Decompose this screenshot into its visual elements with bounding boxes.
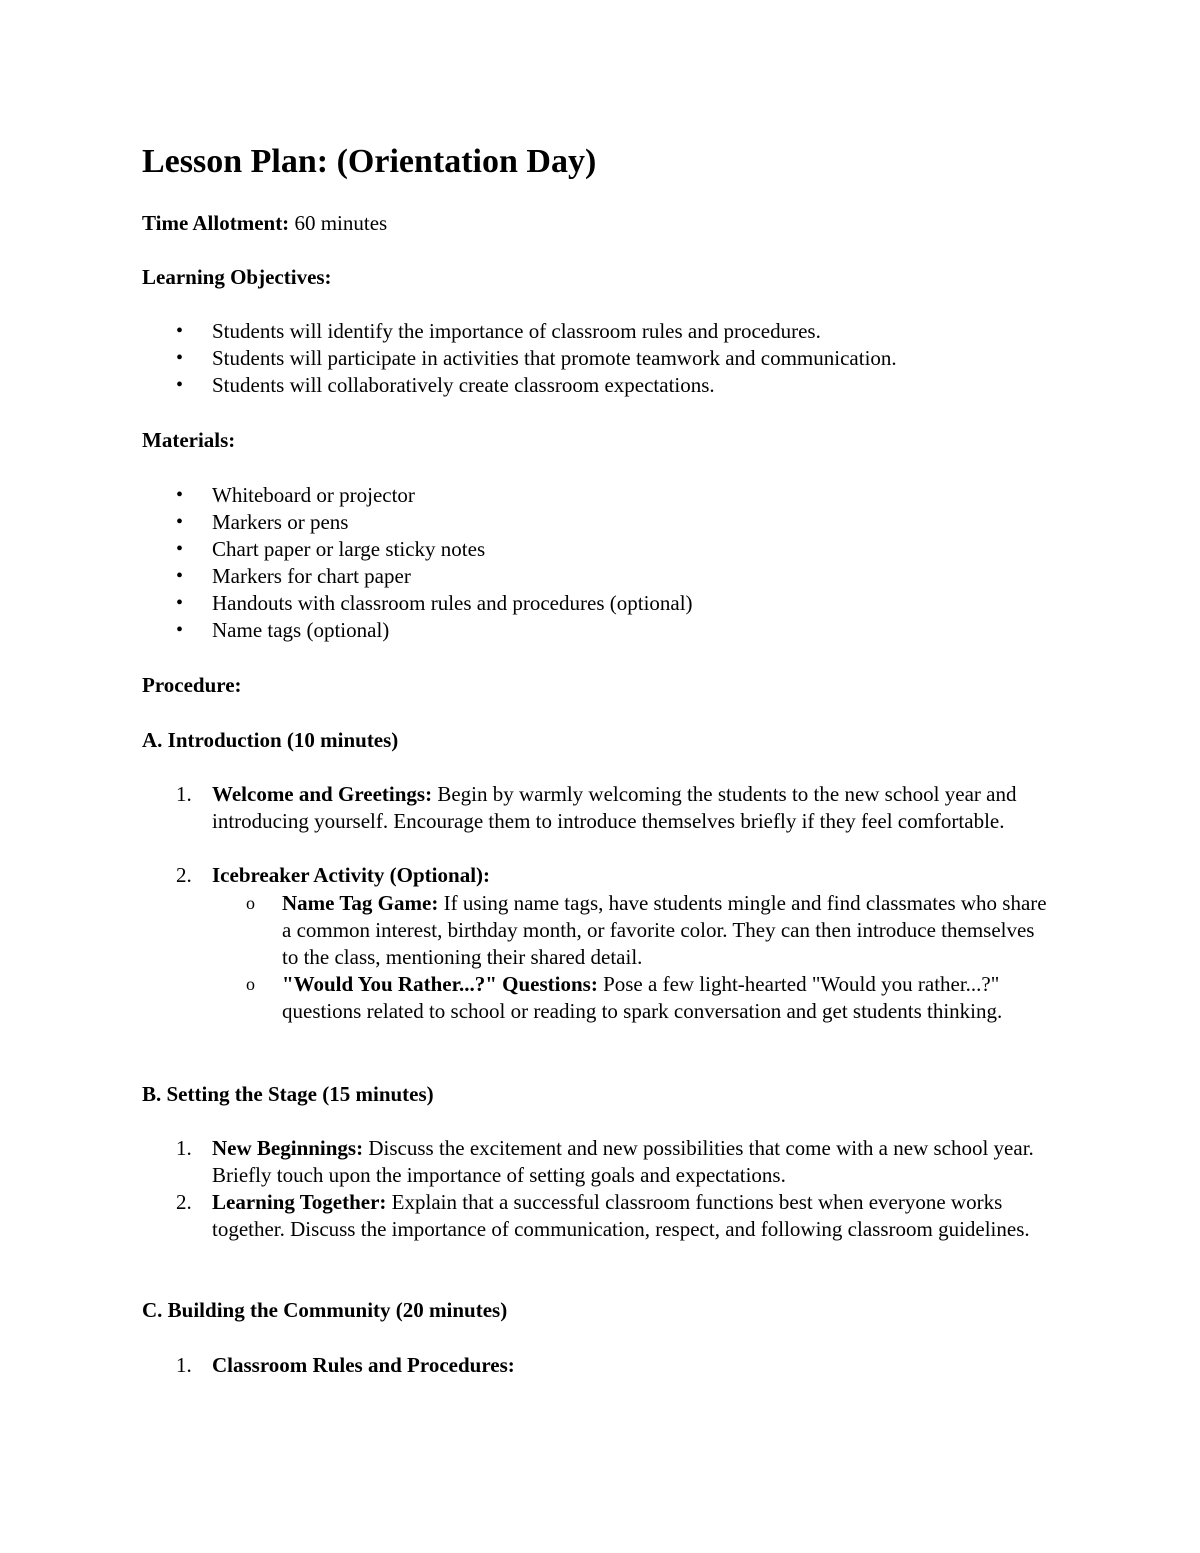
item-label: Welcome and Greetings: — [212, 782, 433, 806]
list-number: 1. — [176, 1353, 192, 1377]
item-label: New Beginnings: — [212, 1136, 364, 1160]
bullet-icon: • — [176, 511, 184, 533]
list-item-text: Students will identify the importance of classroom rules and procedures. — [212, 319, 821, 343]
list-number: 2. — [176, 1190, 192, 1214]
page-title: Lesson Plan: (Orientation Day) — [142, 143, 597, 180]
circle-bullet-icon: o — [246, 893, 255, 913]
item-body: Pose a few light-hearted "Would you rather...?" questions related to school or reading to spark conversation and get students thinking. — [282, 972, 1003, 1023]
procedure-heading: Procedure: — [142, 673, 242, 697]
list-item-text — [212, 1135, 1052, 1189]
learning-objectives-heading: Learning Objectives: — [142, 265, 332, 289]
list-item-text: Markers or pens — [212, 510, 349, 534]
list-number: 1. — [176, 1136, 192, 1160]
item-label: "Would You Rather...?" Questions: — [282, 972, 598, 996]
list-item-text — [282, 971, 1052, 1025]
list-item-text: Students will participate in activities that promote teamwork and communication. — [212, 346, 897, 370]
list-item-text — [282, 890, 1052, 971]
list-item-text: Name tags (optional) — [212, 618, 390, 642]
section-b-heading: B. Setting the Stage (15 minutes) — [142, 1082, 434, 1106]
item-label: Name Tag Game: — [282, 891, 439, 915]
section-c-heading: C. Building the Community (20 minutes) — [142, 1298, 508, 1322]
item-label: Learning Together: — [212, 1190, 387, 1214]
list-item-text — [212, 1352, 1052, 1379]
bullet-icon: • — [176, 619, 184, 641]
list-item-text: Markers for chart paper — [212, 564, 411, 588]
item-body: If using name tags, have students mingle and find classmates who share a common interest, birthday month, or favorite color. They can then introduce themselves to the class, mentioning their shared detail. — [282, 891, 1047, 969]
list-item-text: Chart paper or large sticky notes — [212, 537, 486, 561]
list-number: 2. — [176, 863, 192, 887]
list-item-text: Whiteboard or projector — [212, 483, 415, 507]
time-allotment-value: 60 minutes — [294, 211, 388, 235]
bullet-icon: • — [176, 374, 184, 396]
time-allotment-label: Time Allotment: — [142, 211, 290, 235]
list-item-text: Students will collaboratively create classroom expectations. — [212, 373, 715, 397]
bullet-icon: • — [176, 347, 184, 369]
section-a-heading: A. Introduction (10 minutes) — [142, 728, 399, 752]
circle-bullet-icon: o — [246, 974, 255, 994]
item-body: Begin by warmly welcoming the students to the new school year and introducing yourself. Encourage them to introduce themselves briefly if they feel comfortable. — [212, 782, 1017, 833]
list-item-text — [212, 1189, 1052, 1243]
list-item-text — [212, 781, 1052, 835]
bullet-icon: • — [176, 484, 184, 506]
item-body: Discuss the excitement and new possibilities that come with a new school year. Briefly touch upon the importance of setting goals and expectations. — [212, 1136, 1034, 1187]
list-number: 1. — [176, 782, 192, 806]
bullet-icon: • — [176, 565, 184, 587]
bullet-icon: • — [176, 538, 184, 560]
time-allotment — [142, 210, 387, 237]
list-item-text — [212, 862, 1052, 889]
materials-heading: Materials: — [142, 428, 236, 452]
item-body: Explain that a successful classroom functions best when everyone works together. Discuss the importance of communication, respect, and following classroom guidelines. — [212, 1190, 1030, 1241]
list-item-text: Handouts with classroom rules and procedures (optional) — [212, 591, 693, 615]
bullet-icon: • — [176, 320, 184, 342]
item-label: Classroom Rules and Procedures: — [212, 1353, 515, 1377]
item-label: Icebreaker Activity (Optional): — [212, 863, 491, 887]
bullet-icon: • — [176, 592, 184, 614]
